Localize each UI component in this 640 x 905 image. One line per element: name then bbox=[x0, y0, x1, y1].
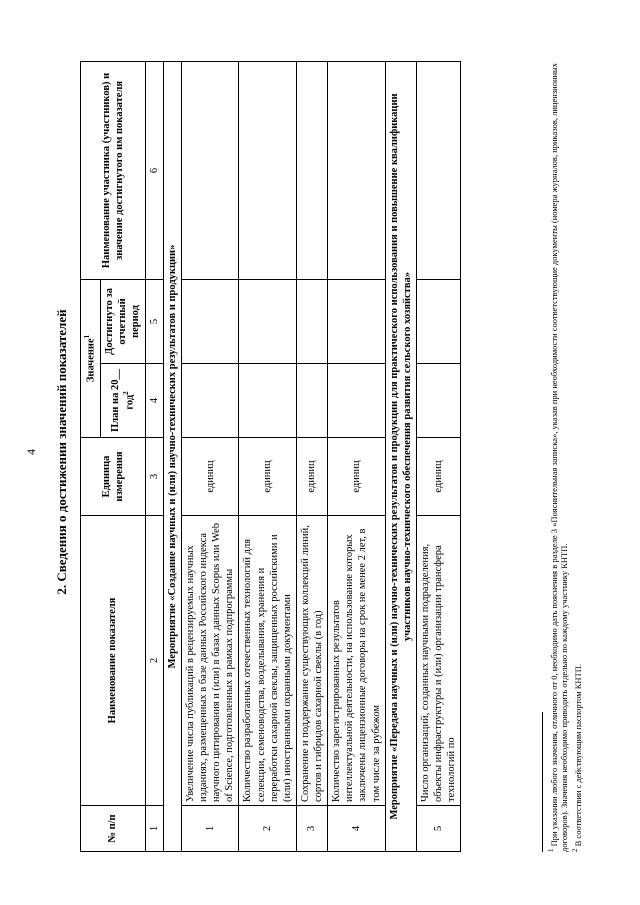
row-achieved-cell bbox=[416, 279, 460, 363]
column-numbers-row bbox=[145, 61, 163, 851]
row-achieved-cell bbox=[239, 279, 297, 363]
row-plan-cell bbox=[181, 364, 239, 438]
row-plan-cell bbox=[296, 364, 327, 438]
row-name: Сохранение и поддержание существующих коллекций линий, сортов и гибридов сахарной свеклы (в год) bbox=[296, 516, 327, 806]
header-plan-label: План на 20__ год bbox=[109, 369, 136, 432]
table-row bbox=[181, 61, 239, 851]
header-plan-sup: 2 bbox=[121, 391, 130, 395]
row-name: Увеличение числа публикаций в рецензируемых научных изданиях, размещенных в базе данных Российского индекса научного цитирования и (или) в базах данных Scopus или Web of Science, подготовленных в рамках подпрограммы bbox=[181, 516, 239, 806]
footnote-2-mark: 2 bbox=[571, 848, 579, 852]
section-title-1: Мероприятие «Создание научных и (или) научно-технических результатов и продукции» bbox=[163, 61, 181, 851]
row-plan-cell bbox=[416, 364, 460, 438]
row-unit: единиц bbox=[181, 438, 239, 516]
row-name: Число организаций, созданных научными подразделения, объекты инфраструктуры и (или) организации трансфера технологий по bbox=[416, 516, 460, 806]
row-plan-cell bbox=[328, 364, 386, 438]
page-number: 4 bbox=[24, 449, 38, 455]
row-unit: единиц bbox=[416, 438, 460, 516]
header-value-group-label: Значение bbox=[85, 338, 97, 383]
header-value-group-sup: 1 bbox=[83, 334, 91, 339]
header-achieved: Достигнуто за отчетный период bbox=[100, 279, 145, 363]
table-row bbox=[296, 61, 327, 851]
header-row bbox=[81, 61, 101, 851]
row-participant-cell bbox=[416, 61, 460, 279]
header-participant: Наименование участника (участников) и значение достигнутого им показателя bbox=[81, 61, 146, 279]
footnote-divider bbox=[542, 712, 543, 852]
row-achieved-cell bbox=[296, 279, 327, 363]
table-row bbox=[328, 61, 386, 851]
rotated-content bbox=[20, 22, 620, 882]
footnote-1-text: При указании любого значения, отличного от 0, необходимо дать пояснения в разделе 3 «Пояснительная записка», указав при необходимости соответствующие документы (номера журналов, приказов, лицензионных договоров). Значения необходимо приводить отдельно по каждому участнику КНТП. bbox=[548, 62, 570, 852]
footnote-1 bbox=[547, 62, 570, 852]
row-achieved-cell bbox=[181, 279, 239, 363]
row-unit: единиц bbox=[328, 438, 386, 516]
header-plan bbox=[100, 364, 145, 438]
row-participant-cell bbox=[296, 61, 327, 279]
section-row bbox=[163, 61, 181, 851]
section-title-2: Мероприятие «Передача научных и (или) научно-технических результатов и продукции для практического использования и повышение квалификации участников научно-технического обеспечения развития сельского хозяйства» bbox=[385, 61, 416, 851]
row-name: Количество зарегистрированных результатов интеллектуальной деятельности, на использование которых заключены лицензионные договоры на срок не менее 2 лет, в том числе за рубежом bbox=[328, 516, 386, 806]
row-num: 4 bbox=[328, 806, 386, 852]
header-num: № п/п bbox=[81, 806, 146, 852]
row-plan-cell bbox=[239, 364, 297, 438]
row-participant-cell bbox=[181, 61, 239, 279]
row-num: 2 bbox=[239, 806, 297, 852]
section-heading: 2. Сведения о достижении значений показателей bbox=[54, 309, 69, 595]
header-value-group bbox=[81, 279, 101, 437]
header-name: Наименование показателя bbox=[81, 516, 146, 806]
row-achieved-cell bbox=[328, 279, 386, 363]
row-unit: единиц bbox=[239, 438, 297, 516]
row-num: 3 bbox=[296, 806, 327, 852]
row-participant-cell bbox=[239, 61, 297, 279]
row-unit: единиц bbox=[296, 438, 327, 516]
table-row bbox=[416, 61, 460, 851]
row-name: Количество разработанных отечественных технологий для селекции, семеноводства, возделывания, хранения и переработки сахарной свеклы, защищенных российскими и (или) иностранными охранными документами bbox=[239, 516, 297, 806]
header-unit: Единица измерения bbox=[81, 438, 146, 516]
row-participant-cell bbox=[328, 61, 386, 279]
indicators-table bbox=[80, 61, 461, 852]
col-number: 2 bbox=[145, 516, 163, 806]
footnote-2-text: В соответствии с действующим паспортом КНТП. bbox=[572, 663, 583, 847]
col-number: 6 bbox=[145, 61, 163, 279]
col-number: 3 bbox=[145, 438, 163, 516]
col-number: 1 bbox=[145, 806, 163, 852]
section-row bbox=[385, 61, 416, 851]
row-num: 1 bbox=[181, 806, 239, 852]
row-num: 5 bbox=[416, 806, 460, 852]
footnote-2 bbox=[571, 62, 583, 852]
col-number: 4 bbox=[145, 364, 163, 438]
footnote-1-mark: 1 bbox=[547, 848, 555, 852]
table-row bbox=[239, 61, 297, 851]
col-number: 5 bbox=[145, 279, 163, 363]
